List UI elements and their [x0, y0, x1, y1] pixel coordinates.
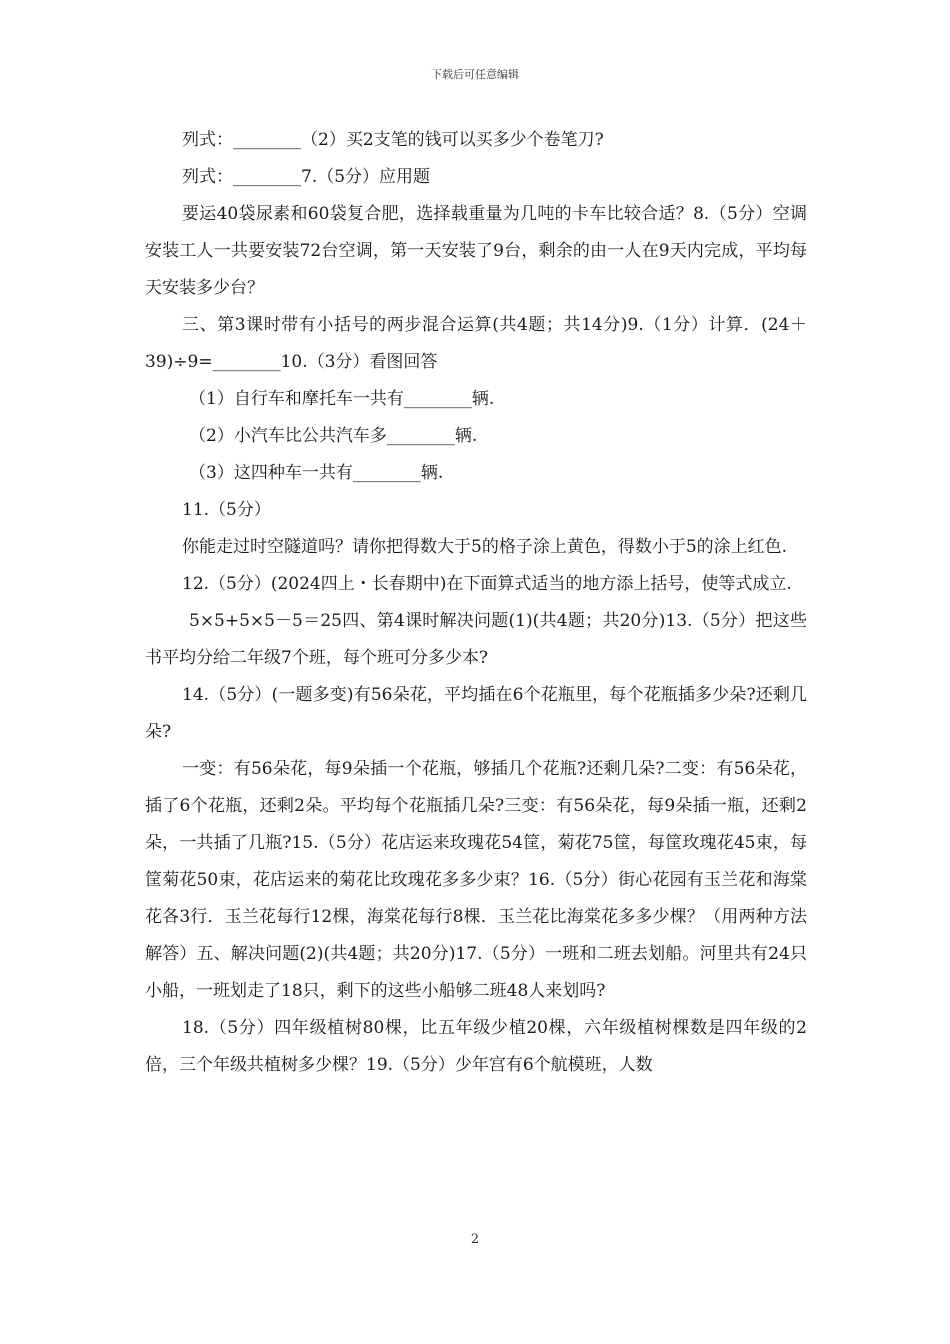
- paragraph-14: 18.（5分）四年级植树80棵，比五年级少植20棵，六年级植树棵数是四年级的2倍，三个年级共植树多少棵？19.（5分）少年宫有6个航模班，人数: [145, 1018, 807, 1075]
- paragraph-8: 11.（5分）: [182, 500, 271, 520]
- paragraph-7: （3）这四种车一共有________辆.: [189, 463, 444, 483]
- paragraph-3: 要运40袋尿素和60袋复合肥，选择载重量为几吨的卡车比较合适？8.（5分）空调安装工人一共要安装72台空调，第一天安装了9台，剩余的由一人在9天内完成，平均每天安装多少台？: [145, 204, 807, 298]
- page-number: 2: [470, 1232, 480, 1247]
- page-header: 下载后可任意编辑: [431, 68, 519, 81]
- paragraph-2: 列式：________7.（5分）应用题: [182, 167, 431, 187]
- document-body: [145, 122, 807, 1084]
- paragraph-13: 一变：有56朵花，每9朵插一个花瓶，够插几个花瓶?还剩几朵?二变：有56朵花，插了6个花瓶，还剩2朵。平均每个花瓶插几朵?三变：有56朵花，每9朵插一瓶，还剩2朵，一共插了几瓶?15.（5分）花店运来玫瑰花54筐，菊花75筐，每筐玫瑰花45束，每筐菊花50束，花店运来的菊花比玫瑰花多多少束？16.（5分）街心花园有玉兰花和海棠花各3行．玉兰花每行12棵，海棠花每行8棵．玉兰花比海棠花多多少棵？（用两种方法解答）五、解决问题(2)(共4题；共20分)17.（5分）一班和二班去划船。河里共有24只小船，一班划走了18只，剩下的这些小船够二班48人来划吗?: [145, 759, 807, 1001]
- paragraph-5: （1）自行车和摩托车一共有________辆.: [189, 389, 495, 409]
- paragraph-1: 列式：________（2）买2支笔的钱可以买多少个卷笔刀?: [182, 130, 604, 150]
- paragraph-12: 14.（5分）(一题多变)有56朵花，平均插在6个花瓶里，每个花瓶插多少朵?还剩几朵?: [145, 685, 807, 742]
- paragraph-9: 你能走过时空隧道吗？请你把得数大于5的格子涂上黄色，得数小于5的涂上红色.: [182, 537, 788, 557]
- paragraph-4: 三、第3课时带有小括号的两步混合运算(共4题；共14分)9.（1分）计算．(24＋39)÷9=________10.（3分）看图回答: [145, 315, 807, 372]
- paragraph-6: （2）小汽车比公共汽车多________辆.: [189, 426, 478, 446]
- paragraph-11: 5×5+5×5－5＝25四、第4课时解决问题(1)(共4题；共20分)13.（5分）把这些书平均分给二年级7个班，每个班可分多少本?: [145, 611, 807, 668]
- paragraph-10: 12.（5分）(2024四上・长春期中)在下面算式适当的地方添上括号，使等式成立.: [182, 574, 792, 594]
